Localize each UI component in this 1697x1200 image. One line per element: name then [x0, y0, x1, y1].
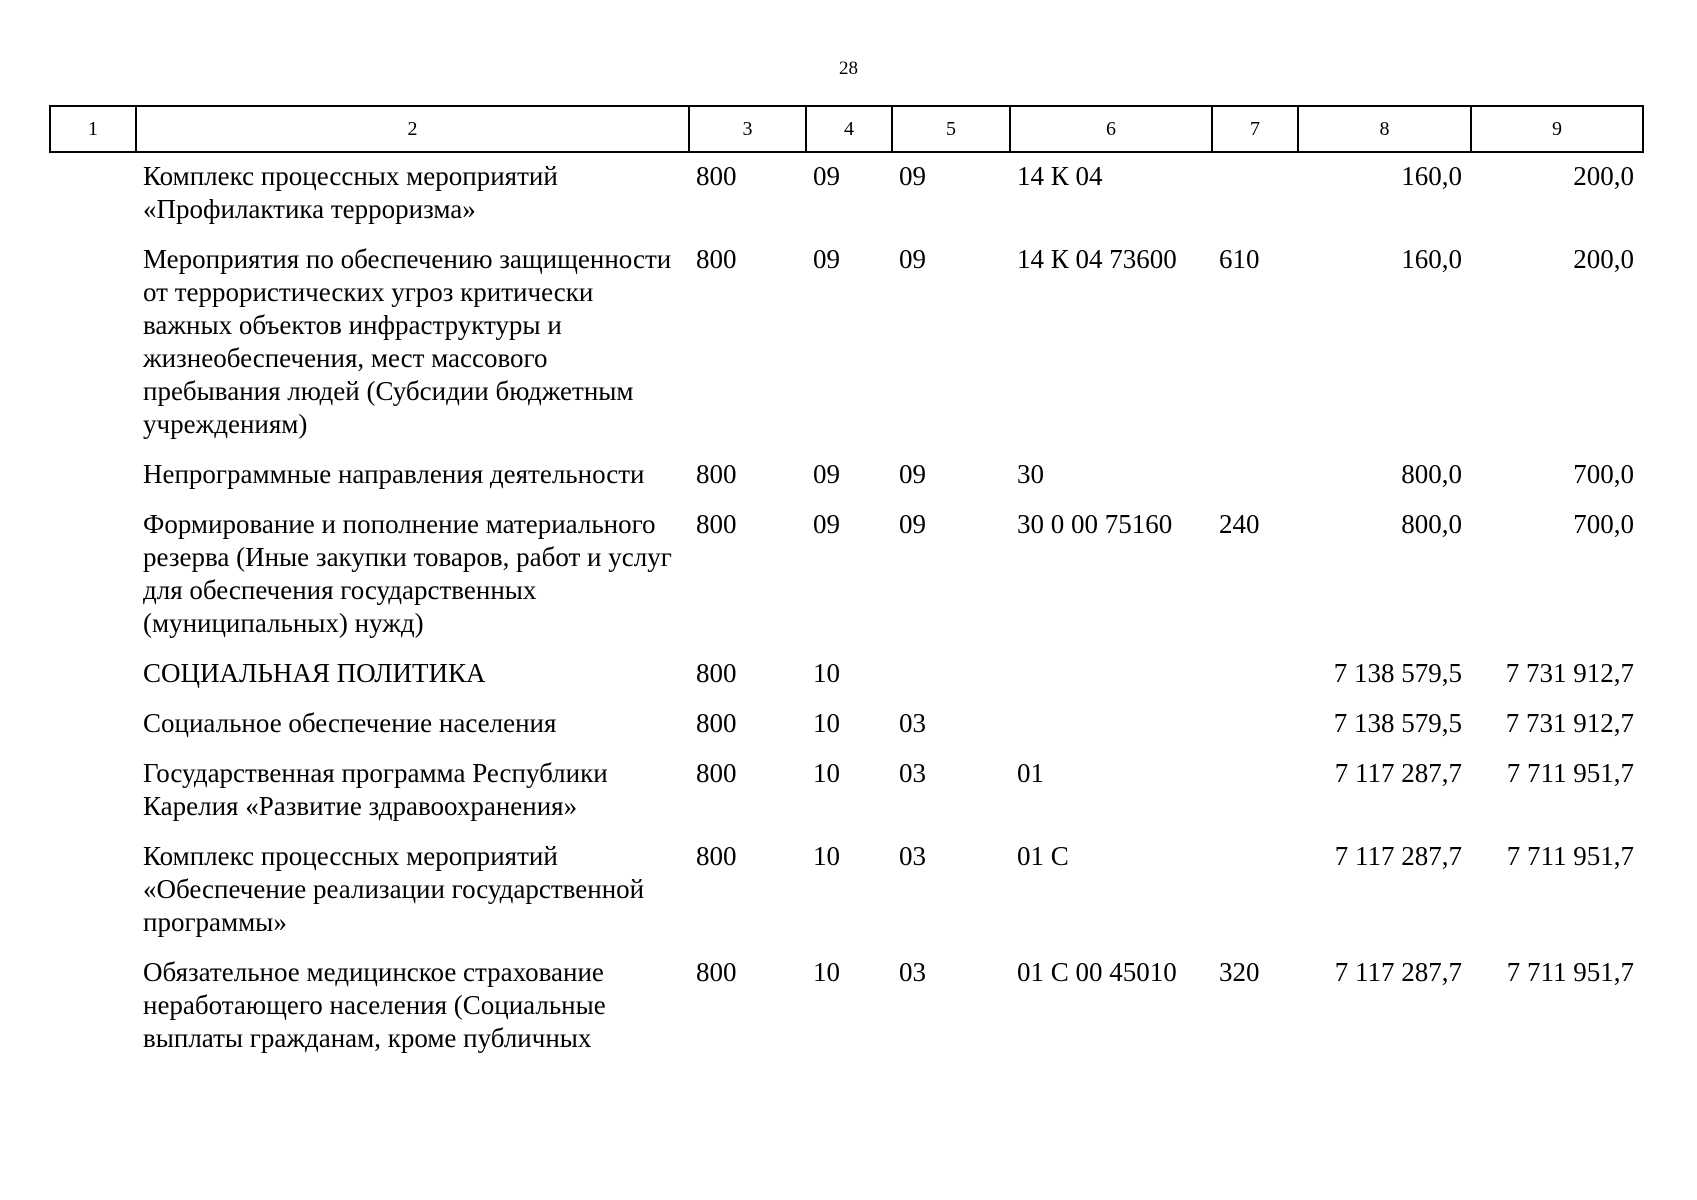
header-cell-1: 1 [50, 106, 136, 152]
cell-code-6: 30 [1017, 459, 1044, 489]
cell-item-name: Комплекс процессных мероприятий «Профилактика терроризма» [143, 161, 558, 224]
cell-amount-8: 7 117 287,7 [1334, 841, 1462, 871]
table-row [49, 698, 1642, 748]
cell-code-5: 09 [899, 459, 926, 489]
cell-code-3: 800 [696, 841, 737, 871]
cell-code-3: 800 [696, 509, 737, 539]
cell-item-name: Комплекс процессных мероприятий «Обеспечение реализации государственной программы» [143, 841, 645, 937]
cell-code-5: 09 [899, 509, 926, 539]
cell-col1 [49, 234, 135, 449]
cell-amount-9: 200,0 [1573, 161, 1634, 191]
header-row [50, 106, 1643, 152]
cell-code-4: 09 [813, 459, 840, 489]
cell-amount-8: 7 138 579,5 [1333, 658, 1462, 688]
cell-code-6: 14 К 04 [1017, 161, 1103, 191]
cell-col1 [49, 698, 135, 748]
cell-amount-8: 800,0 [1401, 459, 1462, 489]
cell-amount-9: 200,0 [1573, 244, 1634, 274]
cell-code-6 [1009, 648, 1211, 698]
cell-amount-9: 7 731 912,7 [1505, 658, 1634, 688]
cell-amount-9: 7 711 951,7 [1506, 957, 1634, 987]
cell-code-7 [1211, 151, 1297, 234]
cell-code-4: 09 [813, 244, 840, 274]
cell-code-7 [1211, 831, 1297, 947]
cell-code-6: 01 [1017, 758, 1044, 788]
cell-code-5 [891, 648, 1009, 698]
cell-amount-8: 7 117 287,7 [1334, 957, 1462, 987]
header-cell-7: 7 [1212, 106, 1298, 152]
cell-code-6 [1009, 698, 1211, 748]
cell-code-6: 01 С [1017, 841, 1069, 871]
header-cell-8: 8 [1298, 106, 1471, 152]
table-row [49, 947, 1642, 1063]
cell-code-4: 10 [813, 658, 840, 688]
cell-code-5: 03 [899, 758, 926, 788]
cell-code-7 [1211, 748, 1297, 831]
cell-code-5: 09 [899, 244, 926, 274]
cell-code-7 [1211, 449, 1297, 499]
cell-col1 [49, 748, 135, 831]
cell-amount-9: 7 711 951,7 [1506, 841, 1634, 871]
cell-col1 [49, 947, 135, 1063]
cell-code-3: 800 [696, 957, 737, 987]
cell-code-4: 10 [813, 708, 840, 738]
cell-code-3: 800 [696, 708, 737, 738]
cell-amount-8: 800,0 [1401, 509, 1462, 539]
cell-amount-8: 7 138 579,5 [1333, 708, 1462, 738]
cell-code-6: 14 К 04 73600 [1017, 244, 1177, 274]
cell-item-name: Формирование и пополнение материального резерва (Иные закупки товаров, работ и услуг для обеспечения государственных (муниципальных) нужд) [143, 509, 672, 638]
cell-code-3: 800 [696, 758, 737, 788]
table-body [49, 151, 1642, 1063]
cell-code-5: 09 [899, 161, 926, 191]
cell-item-name: Государственная программа Республики Карелия «Развитие здравоохранения» [143, 758, 608, 821]
header-cell-9: 9 [1471, 106, 1643, 152]
cell-amount-9: 700,0 [1573, 509, 1634, 539]
header-cell-2: 2 [136, 106, 689, 152]
cell-col1 [49, 449, 135, 499]
table-row [49, 831, 1642, 947]
cell-item-name: Непрограммные направления деятельности [143, 459, 645, 489]
cell-amount-8: 160,0 [1401, 244, 1462, 274]
cell-code-5: 03 [899, 957, 926, 987]
cell-amount-8: 7 117 287,7 [1334, 758, 1462, 788]
cell-code-3: 800 [696, 459, 737, 489]
table-row [49, 748, 1642, 831]
header-cell-4: 4 [806, 106, 892, 152]
cell-code-7 [1211, 698, 1297, 748]
table-row [49, 234, 1642, 449]
cell-code-5: 03 [899, 841, 926, 871]
cell-code-7: 240 [1219, 509, 1260, 539]
cell-code-4: 10 [813, 758, 840, 788]
cell-code-5: 03 [899, 708, 926, 738]
cell-code-6: 30 0 00 75160 [1017, 509, 1173, 539]
cell-amount-9: 7 731 912,7 [1505, 708, 1634, 738]
cell-code-4: 09 [813, 509, 840, 539]
budget-table [49, 151, 1642, 1063]
cell-item-name: Обязательное медицинское страхование неработающего населения (Социальные выплаты гражданам, кроме публичных [143, 957, 606, 1053]
cell-code-7: 610 [1219, 244, 1260, 274]
cell-item-name: Социальное обеспечение населения [143, 708, 557, 738]
page-number: 28 [839, 58, 858, 79]
cell-item-name: Мероприятия по обеспечению защищенности от террористических угроз критически важных объектов инфраструктуры и жизнеобеспечения, мест массового пребывания людей (Субсидии бюджетным учреждениям) [143, 244, 672, 439]
table-row [49, 151, 1642, 234]
header-cell-3: 3 [689, 106, 806, 152]
cell-code-3: 800 [696, 658, 737, 688]
table-row [49, 449, 1642, 499]
cell-code-3: 800 [696, 244, 737, 274]
column-number-header [49, 105, 1644, 153]
cell-code-4: 10 [813, 841, 840, 871]
cell-col1 [49, 831, 135, 947]
cell-col1 [49, 499, 135, 648]
cell-code-6: 01 С 00 45010 [1017, 957, 1177, 987]
cell-amount-9: 700,0 [1573, 459, 1634, 489]
cell-code-7: 320 [1219, 957, 1260, 987]
cell-col1 [49, 151, 135, 234]
cell-amount-9: 7 711 951,7 [1506, 758, 1634, 788]
cell-amount-8: 160,0 [1401, 161, 1462, 191]
cell-col1 [49, 648, 135, 698]
cell-code-4: 10 [813, 957, 840, 987]
cell-code-7 [1211, 648, 1297, 698]
cell-code-4: 09 [813, 161, 840, 191]
header-cell-6: 6 [1010, 106, 1212, 152]
table-row [49, 648, 1642, 698]
cell-item-name: СОЦИАЛЬНАЯ ПОЛИТИКА [143, 658, 486, 688]
cell-code-3: 800 [696, 161, 737, 191]
header-cell-5: 5 [892, 106, 1010, 152]
table-row [49, 499, 1642, 648]
